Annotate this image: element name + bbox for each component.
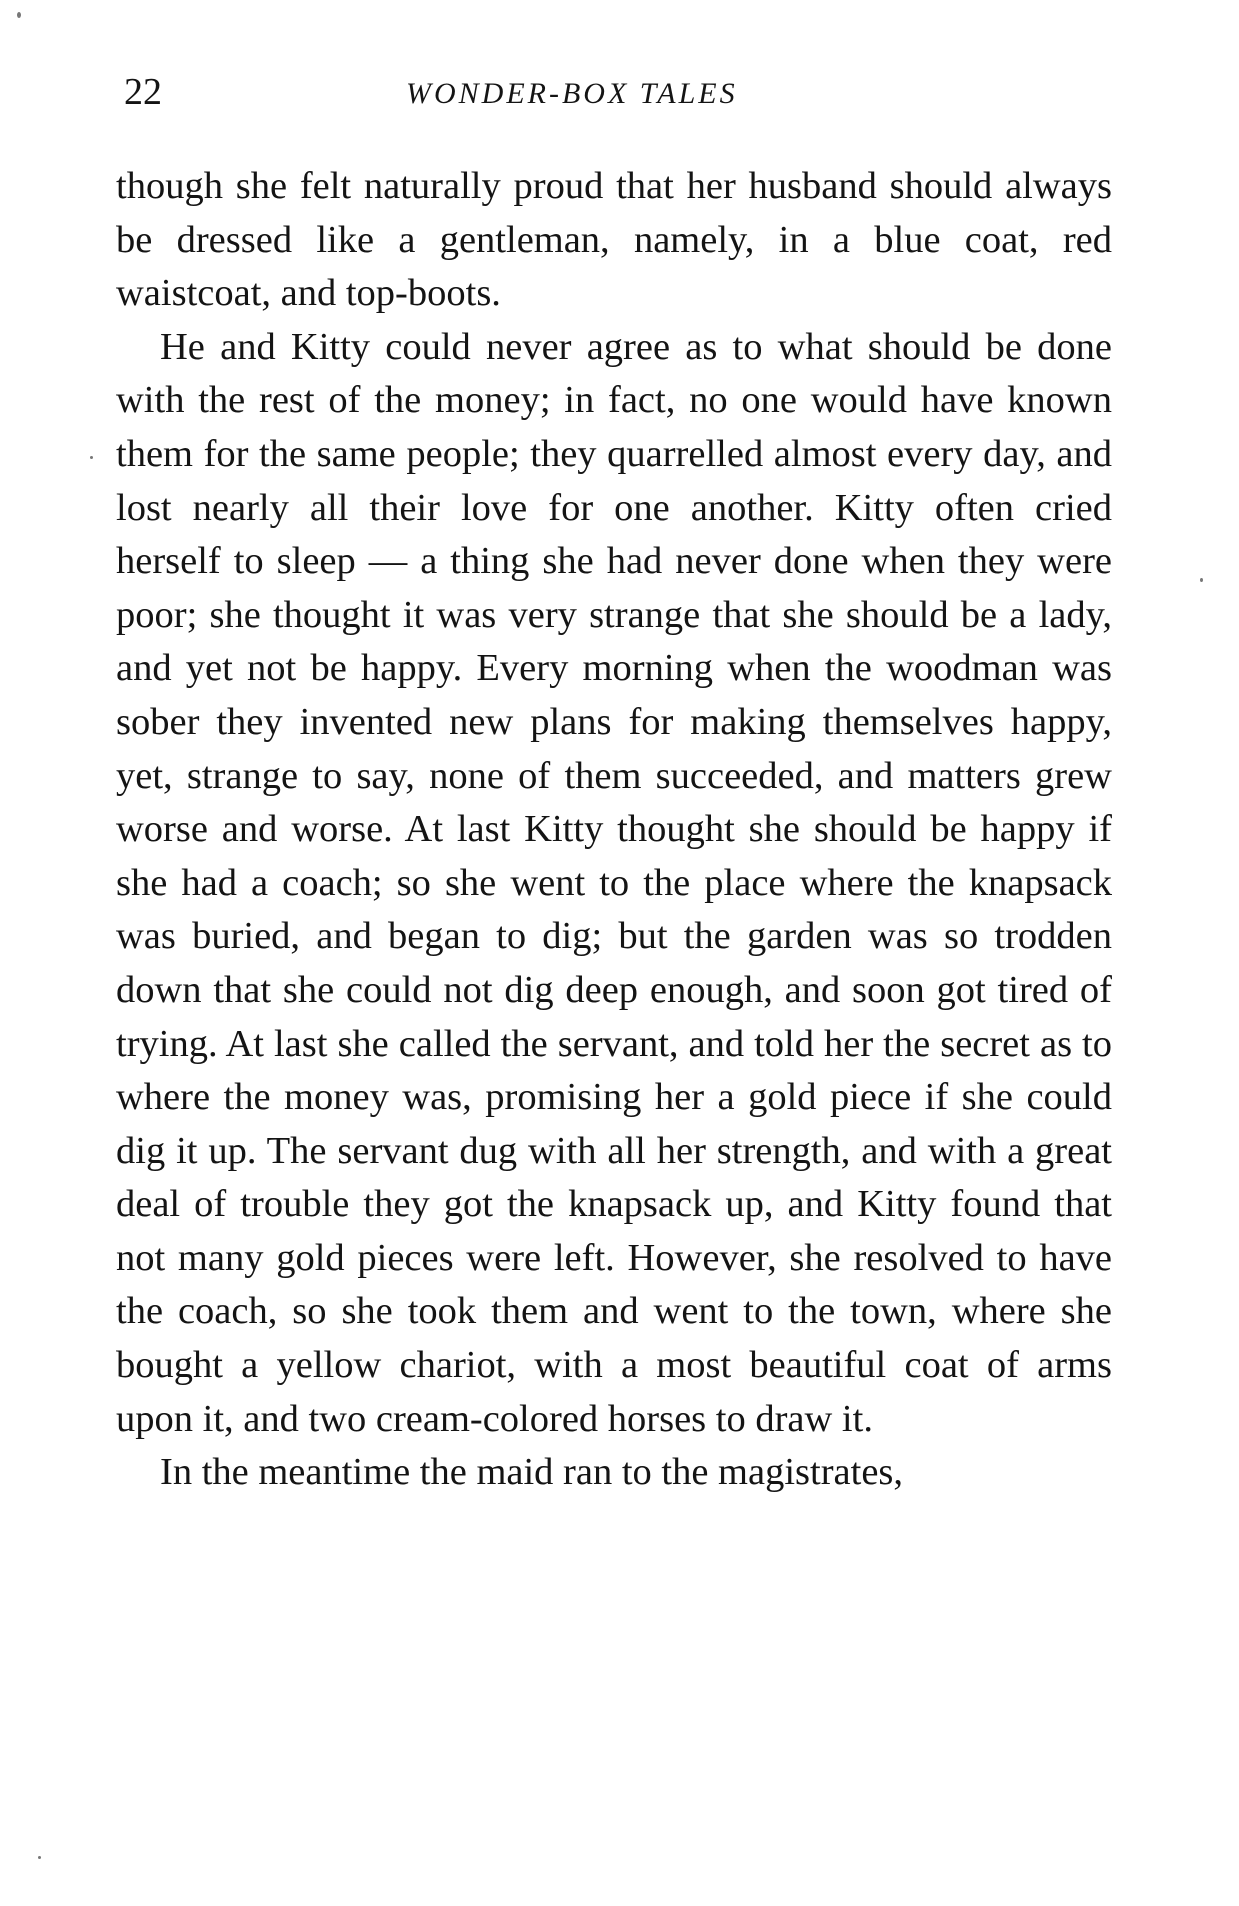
paper-speck: [38, 1856, 41, 1859]
paragraph-kitty-and-coach: He and Kitty could never agree as to what should be done with the rest of the money; in fact, no one would have known them for the same people; they quarrelled almost every day, and lost nearly all their love for one another. Kitty often cried herself to sleep — a thing she had never done when they were poor; she thought it was very strange that she should be a lady, and yet not be happy. Every morning when the woodman was sober they invented new plans for making themselves happy, yet, strange to say, none of them succeeded, and matters grew worse and worse. At last Kitty thought she should be happy if she had a coach; so she went to the place where the knapsack was buried, and began to dig; but the garden was so trodden down that she could not dig deep enough, and soon got tired of trying. At last she called the servant, and told her the secret as to where the money was, promising her a gold piece if she could dig it up. The servant dug with all her strength, and with a great deal of trouble they got the knapsack up, and Kitty found that not many gold pieces were left. However, she resolved to have the coach, so she took them and went to the town, where she bought a yellow chariot, with a most beautiful coat of arms upon it, and two cream-colored horses to draw it.: [116, 325, 1112, 1440]
running-head: [116, 62, 1116, 122]
paragraph-meantime: In the meantime the maid ran to the magistrates,: [160, 1451, 904, 1494]
paper-speck: [17, 12, 21, 18]
paragraph-continued: though she felt naturally proud that her husband should always be dressed like a gentleman, namely, in a blue coat, red waistcoat, and top-boots.: [116, 165, 1112, 315]
body-text: [116, 160, 1112, 1500]
paper-speck: [1200, 578, 1203, 582]
running-title: WONDER-BOX TALES: [406, 77, 738, 110]
paper-speck: [90, 456, 93, 459]
page-number: 22: [124, 71, 162, 113]
